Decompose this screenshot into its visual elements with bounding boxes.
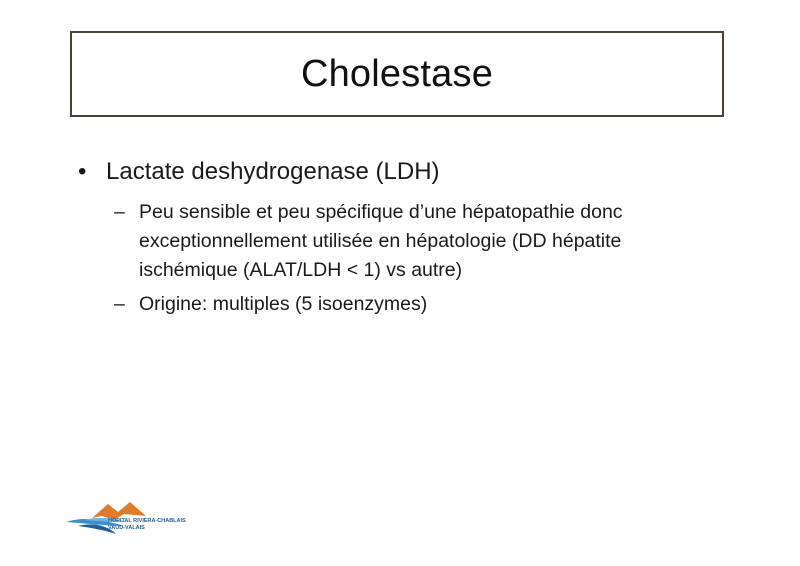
- title-box: [70, 31, 724, 117]
- slide-title: Cholestase: [300, 52, 494, 95]
- bullet-mark: •: [78, 158, 87, 185]
- sub-item-dash: –: [114, 293, 125, 315]
- sub-item: [114, 290, 709, 319]
- sub-item-dash: –: [114, 201, 125, 223]
- sub-item-text: Peu sensible et peu spécifique d’une hépatopathie donc exceptionnellement utilisée en hépatologie (DD hépatite ischémique (ALAT/LDH < 1) vs autre): [139, 201, 623, 281]
- bullet-text: Lactate deshydrogenase (LDH): [106, 158, 440, 185]
- logo-line-2: VAUD-VALAIS: [108, 525, 145, 531]
- sub-item-text: Origine: multiples (5 isoenzymes): [139, 293, 428, 315]
- logo-text: [108, 518, 186, 532]
- sub-item: [114, 198, 709, 285]
- logo-line-1: HÔPITAL RIVIERA-CHABLAIS: [108, 518, 186, 524]
- bullet-item: [78, 156, 440, 188]
